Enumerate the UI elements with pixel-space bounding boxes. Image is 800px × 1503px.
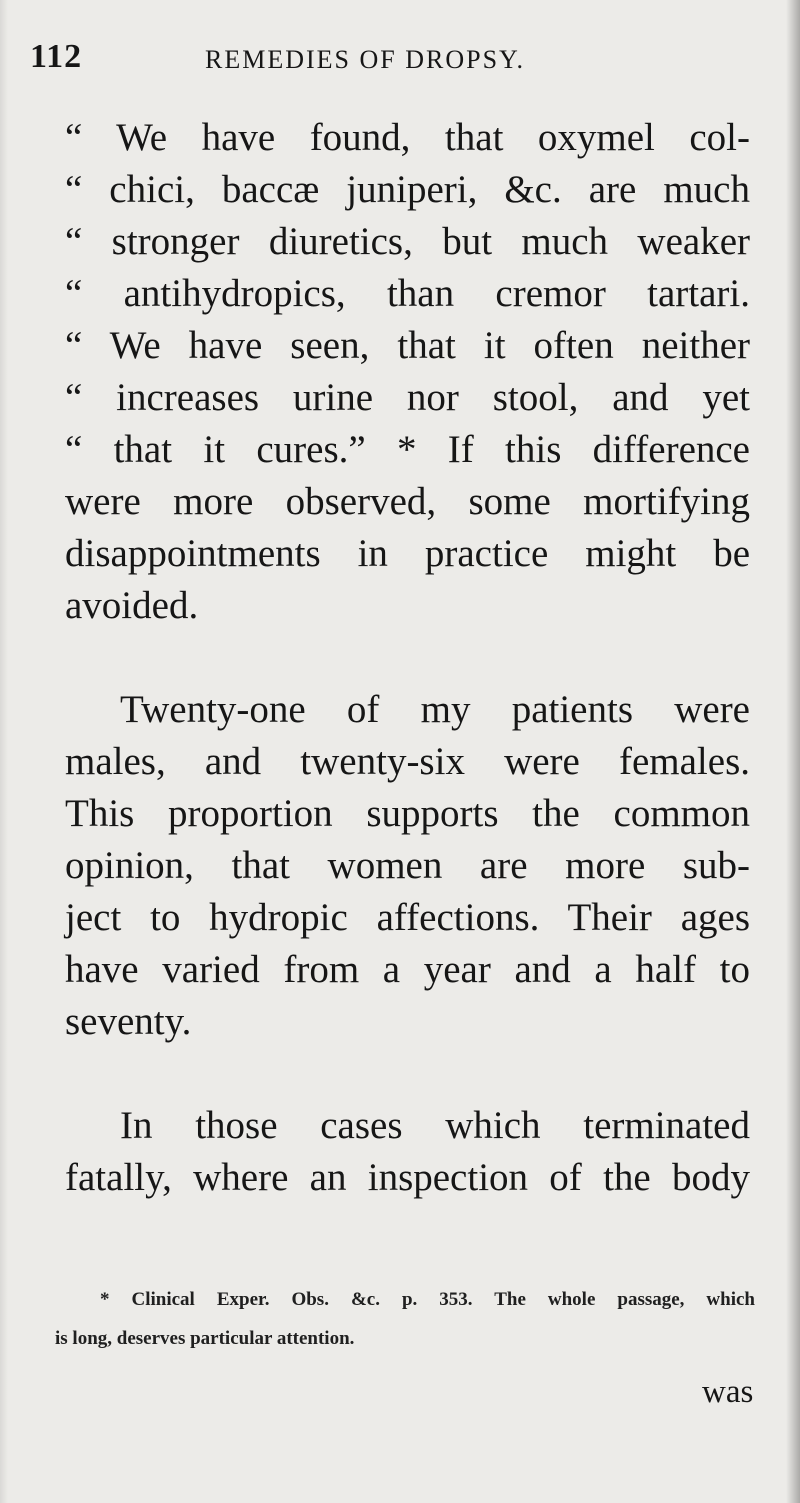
page-edge-shadow [786,0,800,1503]
text-line: opinion, that women are more sub- [65,844,750,887]
text-line: “ We have found, that oxymel col- [65,116,750,159]
footnote-line: is long, deserves particular attention. [55,1328,355,1349]
text-line: seventy. [65,1000,192,1043]
text-line: This proportion supports the common [65,792,750,835]
text-line: “ stronger diuretics, but much weaker [65,220,750,263]
text-line: “ that it cures.” * If this difference [65,428,750,471]
text-line: fatally, where an inspection of the body [65,1156,750,1199]
page-number: 112 [30,38,83,75]
text-line: avoided. [65,584,199,627]
page-gutter-shadow [0,0,8,1503]
text-line: “ We have seen, that it often neither [65,324,750,367]
catchword: was [702,1374,754,1410]
page-header [30,38,770,86]
text-line: ject to hydropic affections. Their ages [65,896,750,939]
text-line: Twenty-one of my patients were [120,688,750,731]
footnote-line: * Clinical Exper. Obs. &c. p. 353. The whole passage, which [100,1289,755,1310]
text-line: In those cases which terminated [120,1104,750,1147]
text-line: males, and twenty-six were females. [65,740,750,783]
text-line: “ chici, baccæ juniperi, &c. are much [65,168,750,211]
text-line: were more observed, some mortifying [65,480,750,523]
text-line: “ increases urine nor stool, and yet [65,376,750,419]
running-head: REMEDIES OF DROPSY. [205,45,525,74]
text-line: have varied from a year and a half to [65,948,750,991]
text-line: disappointments in practice might be [65,532,750,575]
text-line: “ antihydropics, than cremor tartari. [65,272,750,315]
